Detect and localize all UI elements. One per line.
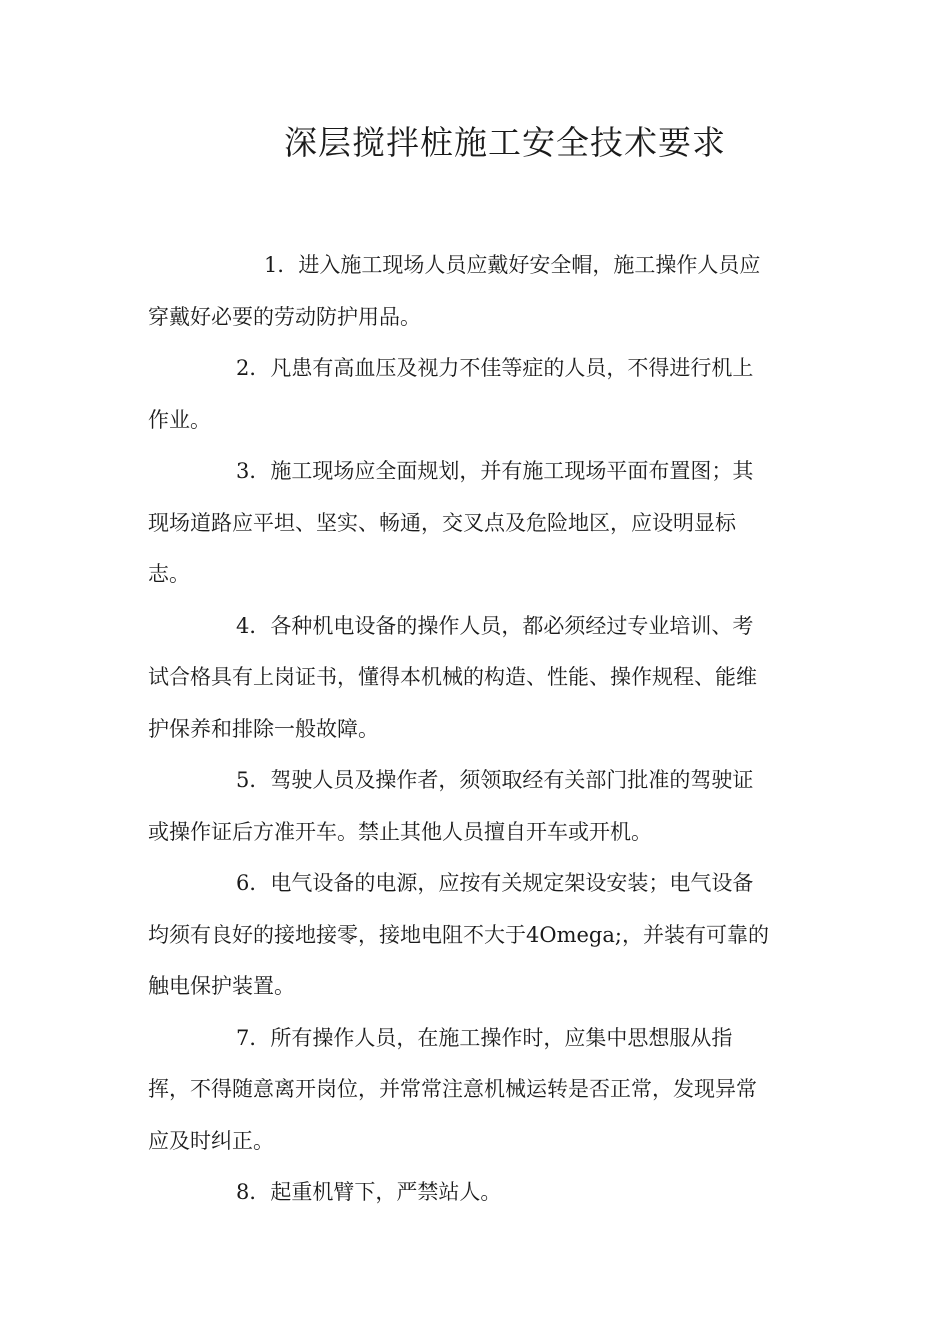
paragraph-8 [148, 1167, 808, 1219]
paragraph-line: 3．施工现场应全面规划，并有施工现场平面布置图；其 [236, 459, 754, 483]
paragraph-line: 2．凡患有高血压及视力不佳等症的人员，不得进行机上 [236, 356, 754, 380]
paragraph-1 [148, 240, 808, 343]
paragraph-line: 1．进入施工现场人员应戴好安全帽，施工操作人员应 [264, 253, 761, 277]
paragraph-line: 试合格具有上岗证书，懂得本机械的构造、性能、操作规程、能维 [148, 665, 757, 689]
paragraph-7 [148, 1013, 808, 1168]
paragraph-line: 挥，不得随意离开岗位，并常常注意机械运转是否正常，发现异常 [148, 1077, 757, 1101]
paragraph-line: 作业。 [148, 407, 211, 432]
paragraph-line: 8．起重机臂下，严禁站人。 [236, 1180, 502, 1204]
paragraph-2 [148, 343, 808, 446]
paragraph-4 [148, 601, 808, 756]
document-body [148, 240, 808, 1219]
paragraph-line: 现场道路应平坦、坚实、畅通，交叉点及危险地区，应设明显标 [148, 510, 736, 535]
paragraph-5 [148, 755, 808, 858]
paragraph-line: 6．电气设备的电源，应按有关规定架设安装；电气设备 [236, 871, 754, 895]
paragraph-line: 志。 [148, 562, 190, 586]
paragraph-3 [148, 446, 808, 601]
paragraph-line: 7．所有操作人员，在施工操作时，应集中思想服从指 [236, 1025, 733, 1050]
paragraph-line: 均须有良好的接地接零，接地电阻不大于4Omega;，并装有可靠的 [148, 922, 769, 947]
paragraph-line: 或操作证后方准开车。禁止其他人员擅自开车或开机。 [148, 819, 652, 844]
paragraph-line: 应及时纠正。 [148, 1128, 274, 1153]
document-title: 深层搅拌桩施工安全技术要求 [284, 123, 726, 162]
paragraph-line: 触电保护装置。 [148, 974, 295, 998]
paragraph-6 [148, 858, 808, 1013]
paragraph-line: 4．各种机电设备的操作人员，都必须经过专业培训、考 [236, 613, 754, 638]
paragraph-line: 5．驾驶人员及操作者，须领取经有关部门批准的驾驶证 [236, 768, 754, 792]
paragraph-line: 穿戴好必要的劳动防护用品。 [148, 304, 421, 329]
paragraph-line: 护保养和排除一般故障。 [148, 716, 379, 741]
